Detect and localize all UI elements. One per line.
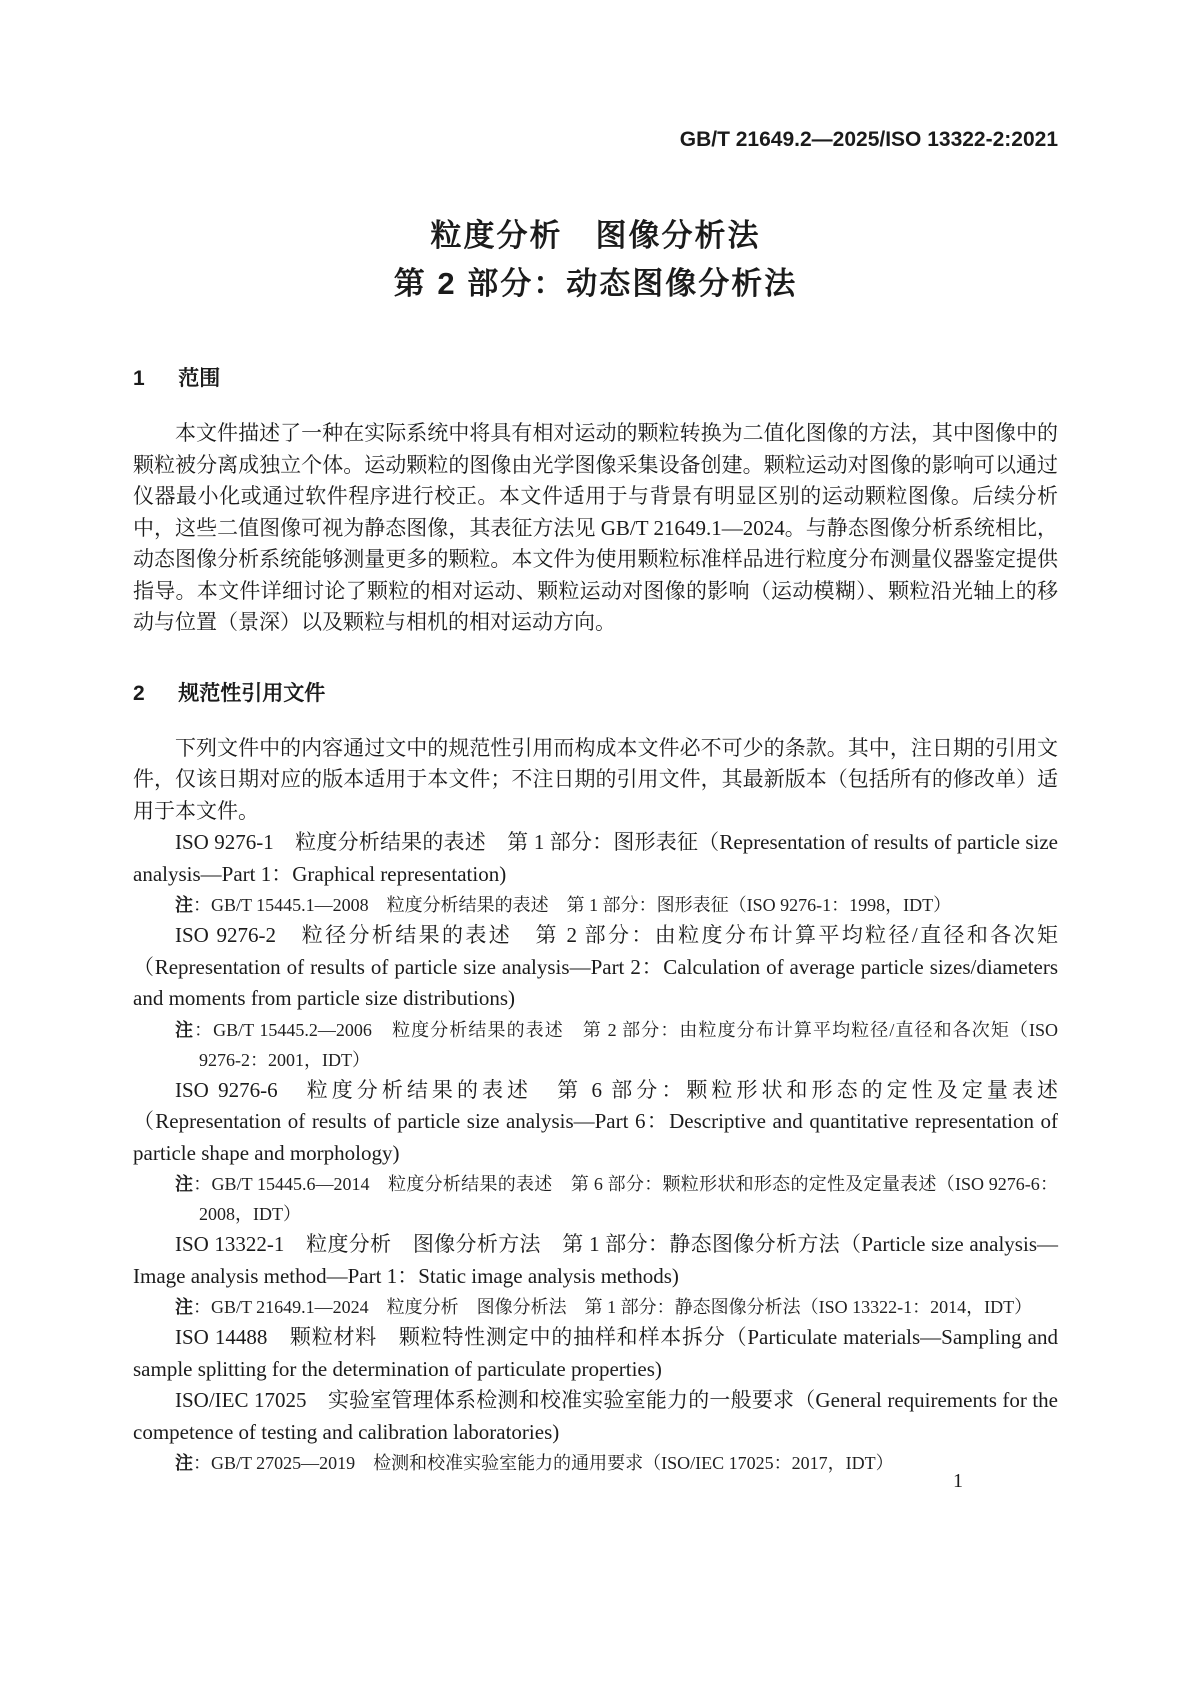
section-2-number: 2 — [133, 681, 145, 705]
reference-entry-iso-14488: ISO 14488 颗粒材料 颗粒特性测定中的抽样和样本拆分（Particulate materials—Sampling and sample splitting for the determination of particulate properties) — [133, 1325, 1058, 1381]
note-label: 注 — [175, 1019, 195, 1040]
note-label: 注 — [175, 1174, 194, 1194]
page-number: 1 — [953, 1470, 963, 1492]
reference-entry-iso-iec-17025: ISO/IEC 17025 实验室管理体系检测和校准实验室能力的一般要求（General requirements for the competence of testing and calibration laboratories) — [133, 1388, 1058, 1444]
section-2-heading — [133, 681, 1058, 707]
reference-note-iso-13322-1 — [133, 1292, 1058, 1322]
note-label: 注 — [175, 1297, 193, 1317]
reference-note-iso-9276-6 — [133, 1169, 1058, 1229]
note-text: ：GB/T 15445.2—2006 粒度分析结果的表述 第 2 部分：由粒度分布计算平均粒径/直径和各次矩（ISO 9276-2：2001，IDT） — [194, 1019, 1059, 1070]
doc-title — [133, 212, 1058, 308]
reference-note-iso-9276-1 — [133, 890, 1058, 920]
note-text: ：GB/T 27025—2019 检测和校准实验室能力的通用要求（ISO/IEC 17025：2017，IDT） — [193, 1453, 894, 1473]
doc-title-line-1: 粒度分析 图像分析法 — [430, 218, 761, 253]
reference-entry-iso-13322-1: ISO 13322-1 粒度分析 图像分析方法 第 1 部分：静态图像分析方法（Particle size analysis—Image analysis method—Part 1：Static image analysis methods) — [133, 1232, 1058, 1288]
reference-entry-iso-9276-2: ISO 9276-2 粒径分析结果的表述 第 2 部分：由粒度分布计算平均粒径/直径和各次矩（Representation of results of particle size analysis—Part 2：Calculation of average particle sizes/diameters and moments from particle size distributions) — [133, 923, 1058, 1010]
reference-note-iso-9276-2 — [133, 1015, 1058, 1075]
doc-number: GB/T 21649.2—2025/ISO 13322-2:2021 — [679, 128, 1058, 151]
note-text: ：GB/T 21649.1—2024 粒度分析 图像分析法 第 1 部分：静态图像分析法（ISO 13322-1：2014，IDT） — [193, 1297, 1033, 1317]
section-1-number: 1 — [133, 367, 145, 390]
section-2-title: 规范性引用文件 — [178, 681, 326, 705]
reference-entry-iso-9276-6: ISO 9276-6 粒度分析结果的表述 第 6 部分：颗粒形状和形态的定性及定量表述（Representation of results of particle size analysis—Part 6：Descriptive and quantitative representation of particle shape and morphology) — [133, 1077, 1058, 1165]
note-text: ：GB/T 15445.1—2008 粒度分析结果的表述 第 1 部分：图形表征（ISO 9276-1：1998，IDT） — [193, 895, 952, 915]
note-label: 注 — [175, 1453, 193, 1473]
note-label: 注 — [175, 895, 193, 915]
doc-title-line-2: 第 2 部分：动态图像分析法 — [393, 266, 798, 301]
reference-entry-iso-9276-1: ISO 9276-1 粒度分析结果的表述 第 1 部分：图形表征（Representation of results of particle size analysis—Part 1：Graphical representation) — [133, 830, 1058, 886]
note-text: ：GB/T 15445.6—2014 粒度分析结果的表述 第 6 部分：颗粒形状和形态的定性及定量表述（ISO 9276-6：2008，IDT） — [193, 1174, 1059, 1224]
section-1-heading — [133, 366, 1058, 392]
reference-note-iso-iec-17025 — [133, 1448, 1058, 1478]
section-1-title: 范围 — [178, 367, 221, 390]
scope-paragraph: 本文件描述了一种在实际系统中将具有相对运动的颗粒转换为二值化图像的方法，其中图像中的颗粒被分离成独立个体。运动颗粒的图像由光学图像采集设备创建。颗粒运动对图像的影响可以通过仪器最小化或通过软件程序进行校正。本文件适用于与背景有明显区别的运动颗粒图像。后续分析中，这些二值图像可视为静态图像，其表征方法见 GB/T 21649.1—2024。与静态图像分析系统相比，动态图像分析系统能够测量更多的颗粒。本文件为使用颗粒标准样品进行粒度分布测量仪器鉴定提供指导。本文件详细讨论了颗粒的相对运动、颗粒运动对图像的影响（运动模糊）、颗粒沿光轴上的移动与位置（景深）以及颗粒与相机的相对运动方向。 — [133, 421, 1058, 634]
normative-references-intro: 下列文件中的内容通过文中的规范性引用而构成本文件必不可少的条款。其中，注日期的引用文件，仅该日期对应的版本适用于本文件；不注日期的引用文件，其最新版本（包括所有的修改单）适用于本文件。 — [133, 735, 1058, 823]
